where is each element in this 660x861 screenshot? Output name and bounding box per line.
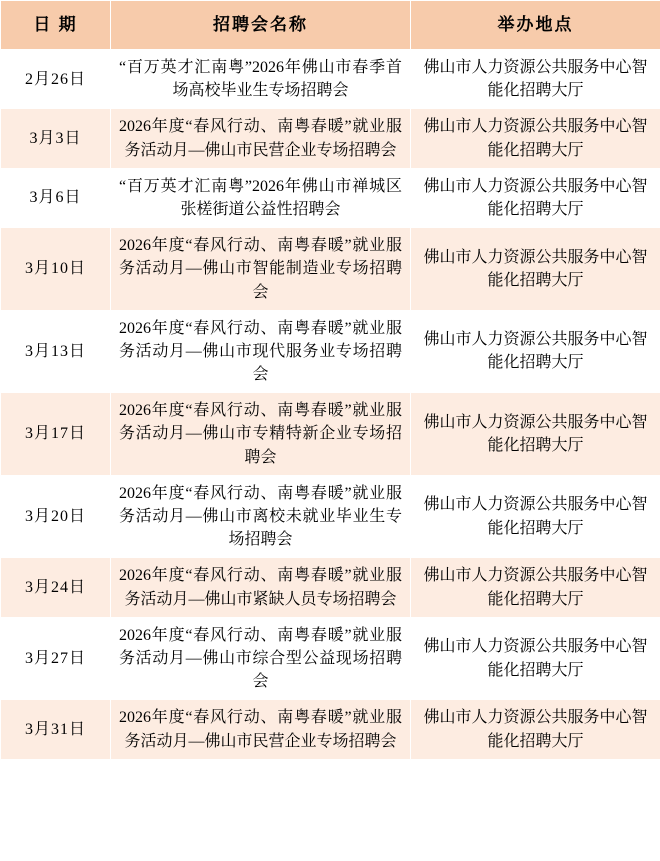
table-row xyxy=(1,558,660,617)
cell-date: 2月26日 xyxy=(1,50,111,109)
cell-place xyxy=(411,617,660,700)
cell-name-text: “百万英才汇南粤”2026年佛山市春季首场高校毕业生专场招聘会 xyxy=(119,59,402,100)
cell-place xyxy=(411,109,660,168)
cell-place-text: 佛山市人力资源公共服务中心智能化招聘大厅 xyxy=(423,248,648,289)
cell-name-text: 2026年度“春风行动、南粤春暖”就业服务活动月—佛山市紧缺人员专场招聘会 xyxy=(119,567,402,608)
cell-name-text: 2026年度“春风行动、南粤春暖”就业服务活动月—佛山市民营企业专场招聘会 xyxy=(119,118,402,159)
cell-name xyxy=(111,168,411,227)
cell-place-text: 佛山市人力资源公共服务中心智能化招聘大厅 xyxy=(423,331,648,372)
cell-name xyxy=(111,50,411,109)
cell-date: 3月20日 xyxy=(1,475,111,558)
table-row xyxy=(1,393,660,476)
cell-date: 3月3日 xyxy=(1,109,111,168)
cell-place xyxy=(411,168,660,227)
cell-name-text: “百万英才汇南粤”2026年佛山市禅城区张槎街道公益性招聘会 xyxy=(119,177,402,218)
cell-place-text: 佛山市人力资源公共服务中心智能化招聘大厅 xyxy=(423,59,648,100)
cell-name-text: 2026年度“春风行动、南粤春暖”就业服务活动月—佛山市智能制造业专场招聘会 xyxy=(119,237,402,301)
cell-date: 3月27日 xyxy=(1,617,111,700)
cell-name-text: 2026年度“春风行动、南粤春暖”就业服务活动月—佛山市专精特新企业专场招聘会 xyxy=(119,402,402,466)
table-row xyxy=(1,50,660,109)
cell-place xyxy=(411,228,660,311)
cell-name xyxy=(111,310,411,393)
cell-name-text: 2026年度“春风行动、南粤春暖”就业服务活动月—佛山市综合型公益现场招聘会 xyxy=(119,626,402,691)
cell-place-text: 佛山市人力资源公共服务中心智能化招聘大厅 xyxy=(423,496,648,537)
cell-place-text: 佛山市人力资源公共服务中心智能化招聘大厅 xyxy=(423,177,648,218)
table-header-row xyxy=(1,1,660,50)
cell-name xyxy=(111,393,411,476)
column-header-date: 日 期 xyxy=(1,1,111,50)
table-row xyxy=(1,310,660,393)
cell-name-text: 2026年度“春风行动、南粤春暖”就业服务活动月—佛山市现代服务业专场招聘会 xyxy=(119,319,402,384)
cell-name xyxy=(111,558,411,617)
table-row xyxy=(1,617,660,700)
cell-name-text: 2026年度“春风行动、南粤春暖”就业服务活动月—佛山市离校未就业毕业生专场招聘会 xyxy=(119,484,402,549)
cell-date: 3月10日 xyxy=(1,228,111,311)
cell-place xyxy=(411,310,660,393)
cell-name xyxy=(111,109,411,168)
cell-place-text: 佛山市人力资源公共服务中心智能化招聘大厅 xyxy=(423,413,648,455)
cell-place xyxy=(411,558,660,617)
column-header-place: 举办地点 xyxy=(411,1,660,50)
cell-place xyxy=(411,700,660,759)
cell-name xyxy=(111,475,411,558)
table-row xyxy=(1,475,660,558)
cell-date: 3月6日 xyxy=(1,168,111,227)
column-header-name: 招聘会名称 xyxy=(111,1,411,50)
cell-place xyxy=(411,475,660,558)
table-row xyxy=(1,109,660,168)
cell-name xyxy=(111,700,411,759)
table-body xyxy=(1,50,660,760)
cell-place-text: 佛山市人力资源公共服务中心智能化招聘大厅 xyxy=(423,118,648,159)
cell-name xyxy=(111,228,411,311)
table-row xyxy=(1,228,660,311)
table-row xyxy=(1,168,660,227)
cell-place xyxy=(411,393,660,476)
cell-date: 3月17日 xyxy=(1,393,111,476)
cell-date: 3月24日 xyxy=(1,558,111,617)
cell-place-text: 佛山市人力资源公共服务中心智能化招聘大厅 xyxy=(423,567,648,608)
cell-place-text: 佛山市人力资源公共服务中心智能化招聘大厅 xyxy=(423,709,648,750)
cell-date: 3月13日 xyxy=(1,310,111,393)
cell-date: 3月31日 xyxy=(1,700,111,759)
cell-name-text: 2026年度“春风行动、南粤春暖”就业服务活动月—佛山市民营企业专场招聘会 xyxy=(119,709,402,750)
table-header xyxy=(1,1,660,50)
table-row xyxy=(1,700,660,759)
cell-place xyxy=(411,50,660,109)
cell-name xyxy=(111,617,411,700)
cell-place-text: 佛山市人力资源公共服务中心智能化招聘大厅 xyxy=(423,638,648,679)
